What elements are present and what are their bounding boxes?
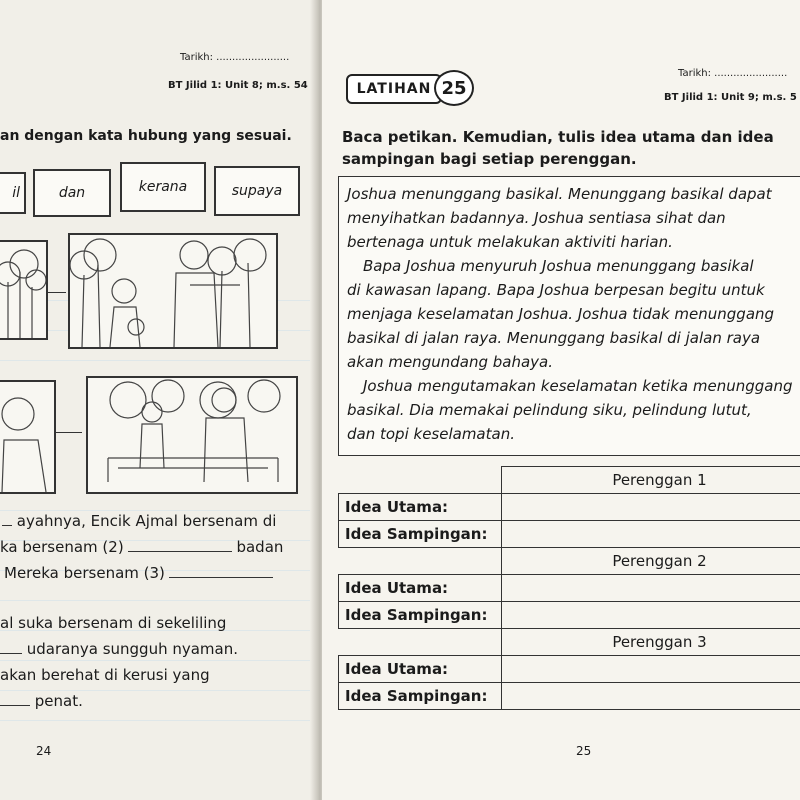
- passage-box: [338, 176, 800, 456]
- passage-line-4: Bapa Joshua menyuruh Joshua menunggang basikal: [363, 257, 754, 275]
- illustration-panel-3: [0, 380, 56, 494]
- passage-line-5: di kawasan lapang. Bapa Joshua berpesan begitu untuk: [347, 281, 765, 299]
- sentence-5: udaranya sungguh nyaman.: [0, 640, 238, 658]
- word-option-kerana: kerana: [120, 162, 206, 212]
- instruction-line-2: sampingan bagi setiap perenggan.: [342, 150, 637, 168]
- illustration-panel-2: [68, 233, 278, 349]
- paragraph-header-1: Perenggan 1: [502, 467, 800, 494]
- illustration-panel-1: [0, 240, 48, 340]
- table-row: [339, 467, 800, 494]
- passage-line-6: menjaga keselamatan Joshua. Joshua tidak menunggang: [347, 305, 775, 323]
- word-option-dan: dan: [33, 169, 111, 217]
- right-page: [322, 0, 800, 800]
- passage-line-1: Joshua menunggang basikal. Menunggang basikal dapat: [347, 185, 772, 203]
- table-row: [339, 683, 800, 710]
- passage-line-2: menyihatkan badannya. Joshua sentiasa sihat dan: [347, 209, 726, 227]
- sentence-6: akan berehat di kerusi yang: [0, 666, 210, 684]
- passage-line-7: basikal di jalan raya. Menunggang basikal di jalan raya: [347, 329, 761, 347]
- table-row: [339, 602, 800, 629]
- side-idea-answer-2[interactable]: [502, 602, 800, 629]
- table-row: [339, 521, 800, 548]
- latihan-label: LATIHAN: [346, 74, 442, 104]
- side-idea-label-2: Idea Sampingan:: [339, 602, 502, 629]
- answer-table: [338, 466, 800, 710]
- instruction-line-1: Baca petikan. Kemudian, tulis idea utama dan idea: [342, 128, 774, 146]
- main-idea-answer-1[interactable]: [502, 494, 800, 521]
- left-page: [0, 0, 318, 800]
- arrow-1: [46, 292, 66, 293]
- sentence-3: Mereka bersenam (3): [4, 564, 273, 582]
- main-idea-answer-2[interactable]: [502, 575, 800, 602]
- tarikh-right: Tarikh: .......................: [678, 68, 788, 79]
- left-instruction: an dengan kata hubung yang sesuai.: [0, 128, 292, 144]
- passage-line-11: dan topi keselamatan.: [347, 425, 515, 443]
- main-idea-answer-3[interactable]: [502, 656, 800, 683]
- passage-line-8: akan mengundang bahaya.: [347, 353, 553, 371]
- word-option-supaya: supaya: [214, 166, 300, 216]
- reference-right: BT Jilid 1: Unit 9; m.s. 5: [664, 92, 797, 103]
- sentence-7: penat.: [0, 692, 83, 710]
- paragraph-header-3: Perenggan 3: [502, 629, 800, 656]
- side-idea-label-1: Idea Sampingan:: [339, 521, 502, 548]
- side-idea-answer-3[interactable]: [502, 683, 800, 710]
- passage-line-10: basikal. Dia memakai pelindung siku, pelindung lutut,: [347, 401, 752, 419]
- latihan-number: 25: [434, 70, 474, 106]
- word-option-1: il: [0, 172, 26, 214]
- latihan-badge: [346, 70, 472, 104]
- main-idea-label-1: Idea Utama:: [339, 494, 502, 521]
- illustration-panel-4: [86, 376, 298, 494]
- page-number-right: 25: [576, 744, 592, 758]
- reference-left: BT Jilid 1: Unit 8; m.s. 54: [168, 80, 308, 91]
- table-row: [339, 629, 800, 656]
- page-number-left: 24: [36, 744, 52, 758]
- table-row: [339, 548, 800, 575]
- arrow-2: [54, 432, 82, 433]
- side-idea-answer-1[interactable]: [502, 521, 800, 548]
- table-row: [339, 656, 800, 683]
- sentence-4: al suka bersenam di sekeliling: [0, 614, 227, 632]
- main-idea-label-2: Idea Utama:: [339, 575, 502, 602]
- paragraph-header-2: Perenggan 2: [502, 548, 800, 575]
- table-row: [339, 494, 800, 521]
- sentence-1: ayahnya, Encik Ajmal bersenam di: [2, 512, 276, 530]
- tarikh-left: Tarikh: .......................: [180, 52, 290, 63]
- passage-line-3: bertenaga untuk melakukan aktiviti harian.: [347, 233, 673, 251]
- side-idea-label-3: Idea Sampingan:: [339, 683, 502, 710]
- main-idea-label-3: Idea Utama:: [339, 656, 502, 683]
- table-row: [339, 575, 800, 602]
- passage-line-9: Joshua mengutamakan keselamatan ketika menunggang: [363, 377, 793, 395]
- sentence-2: ka bersenam (2) badan: [0, 538, 284, 556]
